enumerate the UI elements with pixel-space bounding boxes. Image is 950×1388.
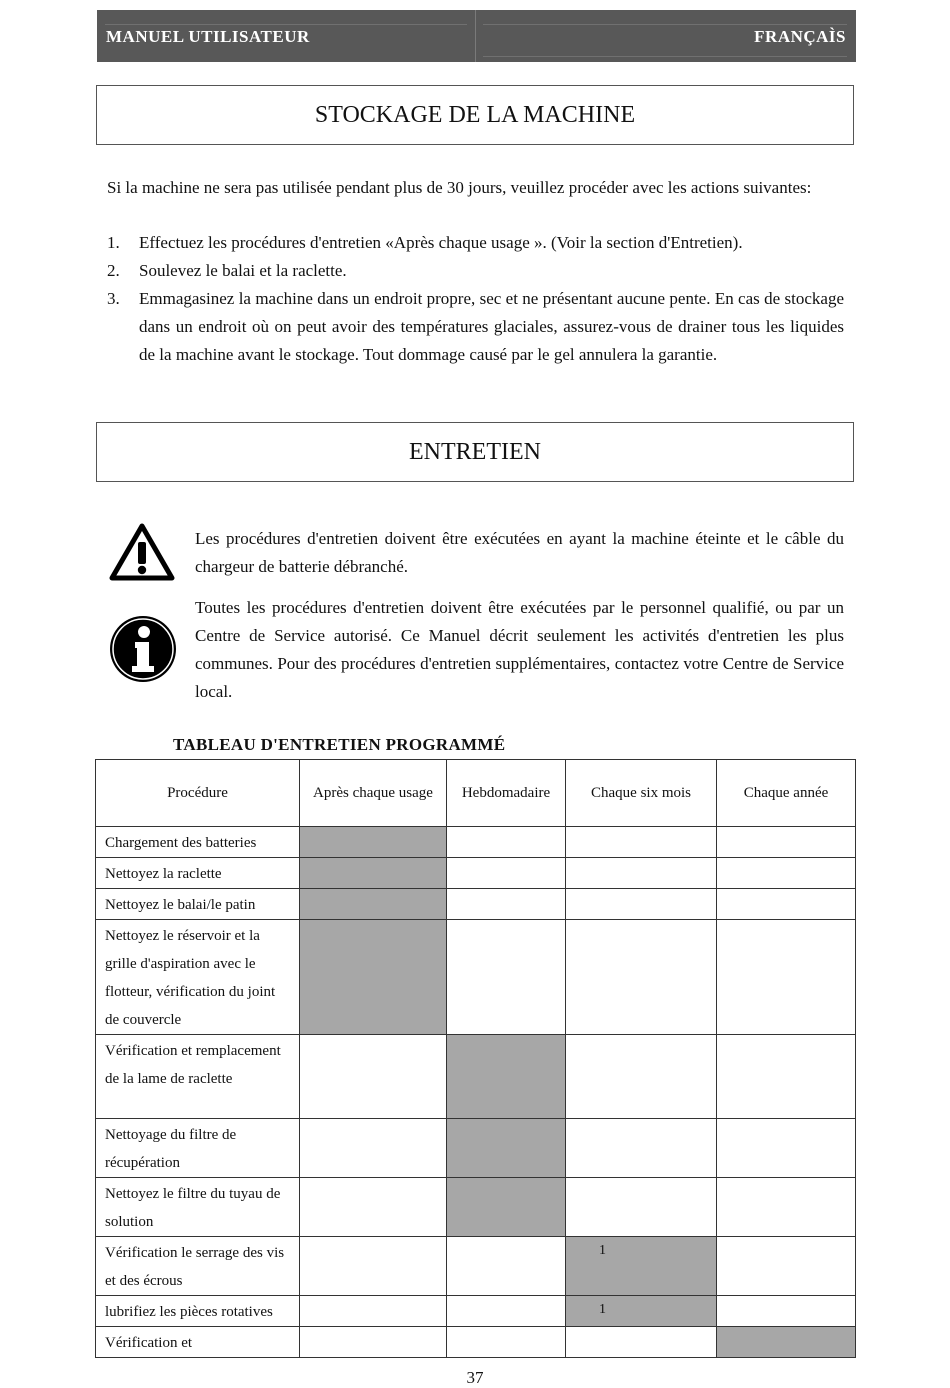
schedule-cell (717, 1296, 856, 1327)
schedule-cell (447, 827, 566, 858)
schedule-cell (447, 858, 566, 889)
column-header: Chaque année (717, 760, 856, 827)
list-item (107, 285, 844, 369)
column-header: Hebdomadaire (447, 760, 566, 827)
storage-intro: Si la machine ne sera pas utilisée pendant plus de 30 jours, veuillez procéder avec les actions suivantes: (107, 178, 812, 197)
warning-triangle-icon (108, 522, 176, 587)
header-language: FRANÇAÌS (754, 27, 846, 46)
procedure-cell: Nettoyage du filtre de récupération (96, 1119, 300, 1178)
schedule-cell (447, 1178, 566, 1237)
section-title-storage (96, 85, 854, 145)
schedule-cell (717, 889, 856, 920)
schedule-cell (447, 1296, 566, 1327)
table-row (96, 1237, 856, 1296)
schedule-cell (717, 1119, 856, 1178)
header-rule (105, 24, 467, 25)
schedule-cell (300, 858, 447, 889)
schedule-cell (566, 920, 717, 1035)
schedule-cell (300, 1035, 447, 1119)
schedule-cell (566, 1178, 717, 1237)
schedule-cell (300, 827, 447, 858)
schedule-cell (717, 827, 856, 858)
list-number: 3. (107, 289, 120, 308)
info-text: Toutes les procédures d'entretien doivent être exécutées par le personnel qualifié, ou par un Centre de Service autorisé. Ce Manuel décrit seulement les activités d'entretien les plus communes. Pour des procédures d'entretien supplémentaires, contactez votre Centre de Service local. (195, 598, 844, 701)
schedule-cell (300, 920, 447, 1035)
procedure-cell: Nettoyez la raclette (96, 858, 300, 889)
schedule-cell (447, 1327, 566, 1358)
list-number: 1. (107, 233, 120, 252)
schedule-cell (447, 1237, 566, 1296)
schedule-cell (300, 1178, 447, 1237)
table-row (96, 920, 856, 1035)
procedure-cell: Vérification et (96, 1327, 300, 1358)
schedule-cell (447, 889, 566, 920)
schedule-cell (717, 920, 856, 1035)
procedure-cell: lubrifiez les pièces rotatives (96, 1296, 300, 1327)
procedure-cell: Nettoyez le réservoir et la grille d'aspiration avec le flotteur, vérification du joint de couvercle (96, 920, 300, 1035)
header-divider (475, 10, 476, 62)
table-row (96, 1296, 856, 1327)
warning-text: Les procédures d'entretien doivent être exécutées en ayant la machine éteinte et le câble du chargeur de batterie débranché. (195, 529, 844, 576)
table-header-row (96, 760, 856, 827)
schedule-cell (566, 1327, 717, 1358)
section-title-text: ENTRETIEN (409, 438, 541, 465)
procedure-cell: Chargement des batteries (96, 827, 300, 858)
schedule-cell (300, 1327, 447, 1358)
list-item (107, 257, 844, 285)
section-title-text: STOCKAGE DE LA MACHINE (314, 101, 636, 128)
schedule-cell (717, 1178, 856, 1237)
schedule-cell (717, 1327, 856, 1358)
column-header: Après chaque usage (300, 760, 447, 827)
list-item (107, 229, 844, 257)
schedule-cell (447, 1119, 566, 1178)
schedule-title: TABLEAU D'ENTRETIEN PROGRAMMÉ (173, 735, 506, 754)
maintenance-schedule-table (95, 759, 856, 1358)
header-rule (483, 24, 847, 25)
schedule-cell (566, 858, 717, 889)
schedule-cell (447, 920, 566, 1035)
section-title-maintenance (96, 422, 854, 482)
column-header: Chaque six mois (566, 760, 717, 827)
table-row (96, 858, 856, 889)
table-row (96, 889, 856, 920)
procedure-cell: Vérification et remplacement de la lame de raclette (96, 1035, 300, 1119)
list-number: 2. (107, 261, 120, 280)
schedule-cell (566, 1035, 717, 1119)
schedule-cell (717, 858, 856, 889)
schedule-cell (447, 1035, 566, 1119)
procedure-cell: Nettoyez le filtre du tuyau de solution (96, 1178, 300, 1237)
table-row (96, 1119, 856, 1178)
page-header (97, 10, 856, 62)
page-number: 37 (466, 1368, 484, 1387)
schedule-cell (717, 1237, 856, 1296)
table-row (96, 1327, 856, 1358)
info-icon (108, 614, 178, 689)
header-manual-title: MANUEL UTILISATEUR (106, 27, 310, 46)
header-rule (483, 56, 847, 57)
table-row (96, 1035, 856, 1119)
schedule-cell (566, 827, 717, 858)
schedule-cell (300, 889, 447, 920)
schedule-cell (717, 1035, 856, 1119)
schedule-cell (300, 1237, 447, 1296)
schedule-cell (566, 1119, 717, 1178)
table-row (96, 1178, 856, 1237)
schedule-cell (566, 889, 717, 920)
list-text: Emmagasinez la machine dans un endroit propre, sec et ne présentant aucune pente. En cas de stockage dans un endroit où on peut avoir des températures glaciales, assurez-vous de drainer tous les liquides de la machine avant le stockage. Tout dommage causé par le gel annulera la garantie. (139, 289, 844, 364)
schedule-cell: 1 (566, 1237, 717, 1296)
list-text: Effectuez les procédures d'entretien «Après chaque usage ». (Voir la section d'Entretien). (139, 233, 743, 252)
list-text: Soulevez le balai et la raclette. (139, 261, 347, 280)
procedure-cell: Nettoyez le balai/le patin (96, 889, 300, 920)
schedule-cell: 1 (566, 1296, 717, 1327)
column-header: Procédure (96, 760, 300, 827)
procedure-cell: Vérification le serrage des vis et des écrous (96, 1237, 300, 1296)
schedule-cell (300, 1296, 447, 1327)
table-row (96, 827, 856, 858)
schedule-cell (300, 1119, 447, 1178)
